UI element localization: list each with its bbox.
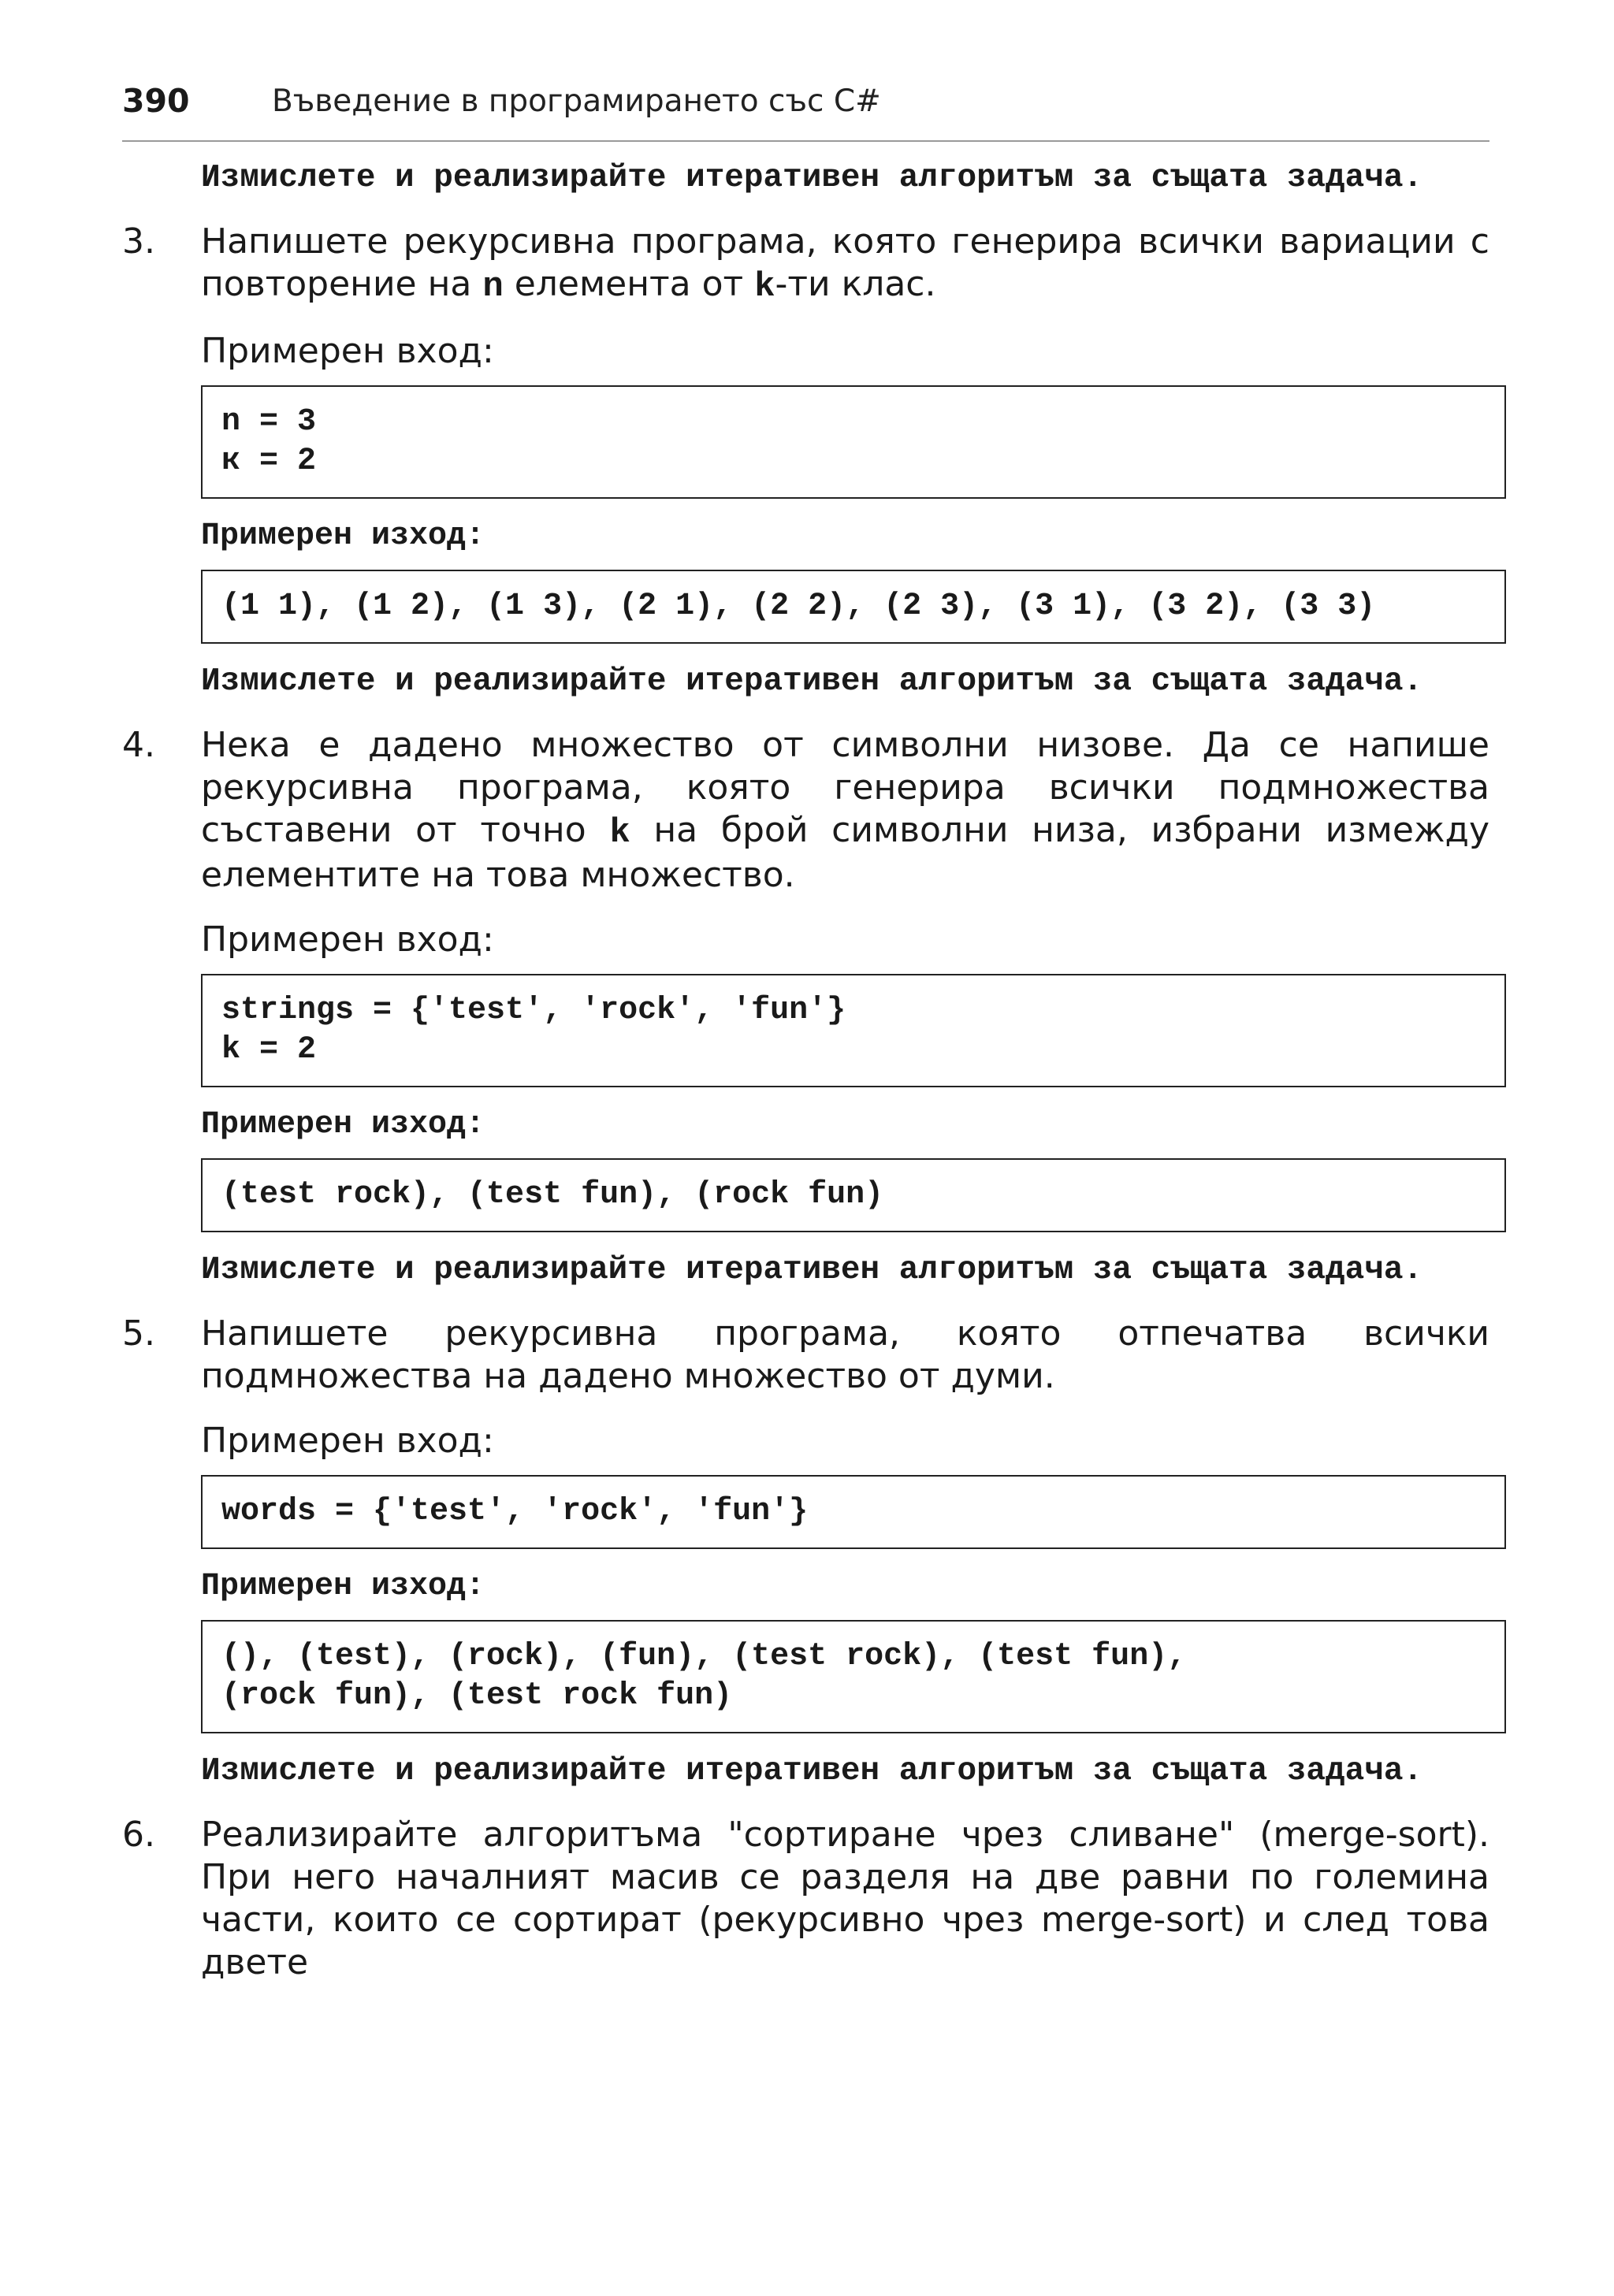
- iterative-note: Измислете и реализирайте итеративен алгоритъм за същата задача.: [201, 1753, 1423, 1789]
- task-6: [122, 1814, 1489, 1984]
- sample-input-label: Примерен вход:: [201, 920, 494, 960]
- sample-output-label: Примерен изход:: [201, 1569, 485, 1604]
- task-number: 4.: [122, 725, 155, 765]
- sample-input-label: Примерен вход:: [201, 1421, 494, 1461]
- task-text: [201, 724, 1489, 897]
- task-text: Напишете рекурсивна програма, която отпечатва всички подмножества на дадено множество от думи.: [201, 1313, 1489, 1396]
- task-text-part: -ти клас.: [775, 264, 936, 304]
- page-body: [122, 158, 1489, 1984]
- inline-code: k: [754, 267, 775, 307]
- iterative-note: Измислете и реализирайте итеративен алгоритъм за същата задача.: [201, 1252, 1423, 1288]
- sample-input-label: Примерен вход:: [201, 331, 494, 371]
- sample-output-box: (), (test), (rock), (fun), (test rock), (test fun), (rock fun), (test rock fun): [201, 1620, 1506, 1733]
- iterative-note-text: Измислете и реализирайте итеративен алгоритъм за същата задача.: [201, 160, 1423, 196]
- sample-input-box: strings = {'test', 'rock', 'fun'} k = 2: [201, 974, 1506, 1087]
- task-text: [201, 221, 1489, 308]
- sample-output-box: (test rock), (test fun), (rock fun): [201, 1158, 1506, 1232]
- sample-input-box: n = 3 к = 2: [201, 385, 1506, 499]
- task-text-part: елемента от: [503, 264, 755, 304]
- sample-output-label: Примерен изход:: [201, 1107, 485, 1142]
- task-text-part: Нека е дадено множество от символни низове. Да се напише рекурсивна програма, която генерира всички подмножества съставени от точно: [201, 725, 1489, 850]
- task-text: Реализирайте алгоритъма "сортиране чрез сливане" (merge-sort). При него началният масив се разделя на две равни по големина части, които се сортират (рекурсивно чрез merge-sort) и след това двете: [201, 1815, 1489, 1982]
- task-text-part: на брой символни низа, избрани измежду елементите на това множество.: [201, 810, 1489, 895]
- sample-output-label: Примерен изход:: [201, 518, 485, 554]
- iterative-note: [201, 158, 1489, 199]
- task-3: [122, 221, 1489, 308]
- task-text-part: Напишете рекурсивна програма, която генерира всички вариации с повторение на: [201, 221, 1489, 304]
- task-number: 5.: [122, 1313, 155, 1354]
- task-5: [122, 1313, 1489, 1398]
- book-title: Въведение в програмирането със C#: [272, 84, 881, 119]
- task-4: [122, 724, 1489, 897]
- task-number: 3.: [122, 221, 155, 262]
- iterative-note: Измислете и реализирайте итеративен алгоритъм за същата задача.: [201, 663, 1423, 700]
- sample-input-box: words = {'test', 'rock', 'fun'}: [201, 1475, 1506, 1549]
- inline-code: n: [482, 267, 504, 307]
- sample-output-box: (1 1), (1 2), (1 3), (2 1), (2 2), (2 3), (3 1), (3 2), (3 3): [201, 570, 1506, 644]
- inline-code: k: [609, 813, 630, 853]
- page-number: 390: [122, 82, 190, 120]
- task-number: 6.: [122, 1815, 155, 1855]
- page-header: [122, 79, 1489, 142]
